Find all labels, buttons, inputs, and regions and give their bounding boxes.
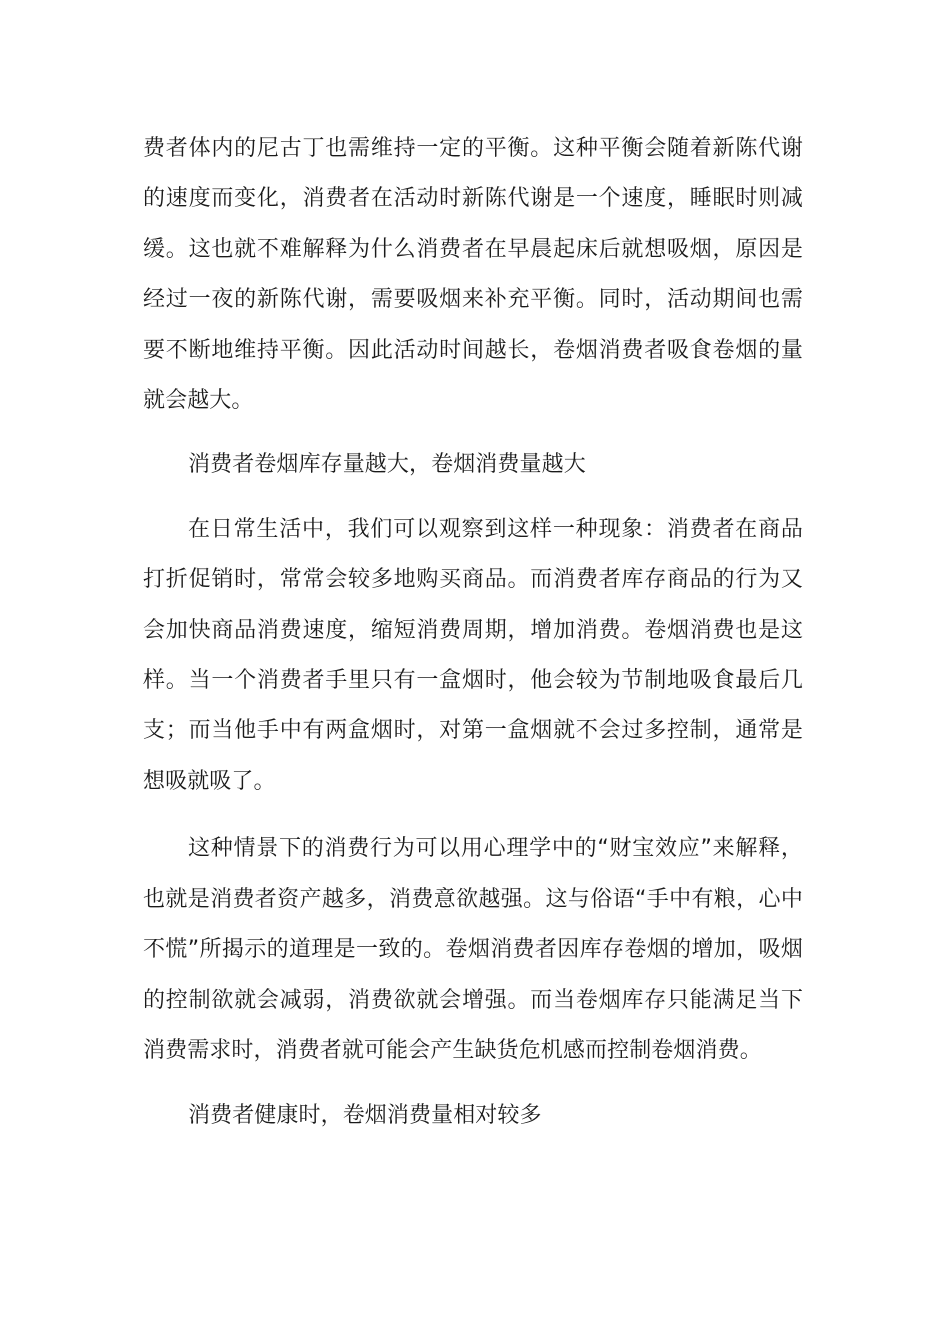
document-body: [143, 124, 803, 1142]
paragraph-treasure-effect: 这种情景下的消费行为可以用心理学中的“财宝效应”来解释，也就是消费者资产越多，消费意欲越强。这与俗语“手中有粮，心中不慌”所揭示的道理是一致的。卷烟消费者因库存卷烟的增加，吸烟的控制欲就会减弱，消费欲就会增强。而当卷烟库存只能满足当下消费需求时，消费者就可能会产生缺货危机感而控制卷烟消费。: [143, 836, 803, 1063]
section-heading-health: 消费者健康时，卷烟消费量相对较多: [188, 1103, 542, 1129]
paragraph-metabolism-continuation: 费者体内的尼古丁也需维持一定的平衡。这种平衡会随着新陈代谢的速度而变化，消费者在活动时新陈代谢是一个速度，睡眠时则减缓。这也就不难解释为什么消费者在早晨起床后就想吸烟，原因是经过一夜的新陈代谢，需要吸烟来补充平衡。同时，活动期间也需要不断地维持平衡。因此活动时间越长，卷烟消费者吸食卷烟的量就会越大。: [143, 136, 803, 414]
paragraph-inventory-observation: 在日常生活中，我们可以观察到这样一种现象：消费者在商品打折促销时，常常会较多地购买商品。而消费者库存商品的行为又会加快商品消费速度，缩短消费周期，增加消费。卷烟消费也是这样。当一个消费者手里只有一盒烟时，他会较为节制地吸食最后几支；而当他手中有两盒烟时，对第一盒烟就不会过多控制，通常是想吸就吸了。: [143, 516, 803, 794]
section-heading-inventory: 消费者卷烟库存量越大，卷烟消费量越大: [188, 452, 586, 478]
